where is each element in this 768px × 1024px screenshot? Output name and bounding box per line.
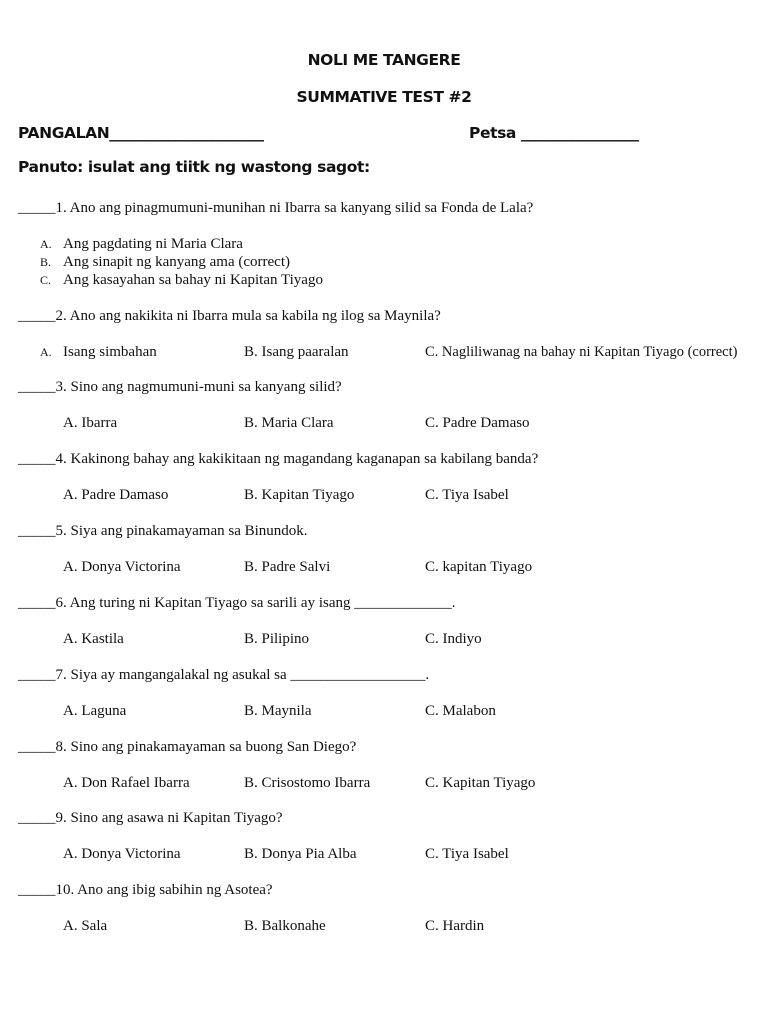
page-subtitle: SUMMATIVE TEST #2 xyxy=(296,88,472,106)
choice-10-a: A. Sala xyxy=(63,918,108,934)
choice-1-a xyxy=(40,236,52,253)
choice-8-c: C. Kapitan Tiyago xyxy=(425,775,536,791)
date-field: Petsa ________________ xyxy=(469,124,639,142)
choice-10-b: B. Balkonahe xyxy=(244,918,326,934)
choice-4-b: B. Kapitan Tiyago xyxy=(244,487,355,503)
choice-1-c-text: Ang kasayahan sa bahay ni Kapitan Tiyago xyxy=(63,272,323,288)
choice-8-b: B. Crisostomo Ibarra xyxy=(244,775,371,791)
question-10: _____10. Ano ang ibig sabihin ng Asotea? xyxy=(18,882,273,898)
choice-1-a-text: Ang pagdating ni Maria Clara xyxy=(63,236,243,252)
choice-9-c: C. Tiya Isabel xyxy=(425,846,509,862)
choice-4-a: A. Padre Damaso xyxy=(63,487,169,503)
choice-9-b: B. Donya Pia Alba xyxy=(244,846,357,862)
question-8: _____8. Sino ang pinakamayaman sa buong San Diego? xyxy=(18,739,357,755)
choice-7-c: C. Malabon xyxy=(425,703,496,719)
choice-6-c: C. Indiyo xyxy=(425,631,482,647)
question-1: _____1. Ano ang pinagmumuni-munihan ni Ibarra sa kanyang silid sa Fonda de Lala? xyxy=(18,200,534,216)
page-title: NOLI ME TANGERE xyxy=(307,51,461,69)
choice-8-a: A. Don Rafael Ibarra xyxy=(63,775,190,791)
choice-3-b: B. Maria Clara xyxy=(244,415,334,431)
choice-6-a: A. Kastila xyxy=(63,631,124,647)
choice-letter: A. xyxy=(40,237,52,251)
question-5: _____5. Siya ang pinakamayaman sa Binundok. xyxy=(18,523,308,539)
choice-2-c: C. Nagliliwanag na bahay ni Kapitan Tiyago (correct) xyxy=(425,344,738,360)
choice-2-b: B. Isang paaralan xyxy=(244,344,349,360)
choice-5-c: C. kapitan Tiyago xyxy=(425,559,533,575)
question-4: _____4. Kakinong bahay ang kakikitaan ng magandang kaganapan sa kabilang banda? xyxy=(18,451,539,467)
choice-1-b-text: Ang sinapit ng kanyang ama (correct) xyxy=(63,254,290,270)
choice-letter: B. xyxy=(40,255,52,269)
question-3: _____3. Sino ang nagmumuni-muni sa kanyang silid? xyxy=(18,379,342,395)
choice-2-a-text: Isang simbahan xyxy=(63,344,157,360)
choice-4-c: C. Tiya Isabel xyxy=(425,487,509,503)
question-9: _____9. Sino ang asawa ni Kapitan Tiyago? xyxy=(18,810,283,826)
choice-1-c xyxy=(40,272,51,289)
question-7: _____7. Siya ay mangangalakal ng asukal sa __________________. xyxy=(18,667,430,683)
question-6: _____6. Ang turing ni Kapitan Tiyago sa sarili ay isang _____________. xyxy=(18,595,456,611)
question-2: _____2. Ano ang nakikita ni Ibarra mula sa kabila ng ilog sa Maynila? xyxy=(18,308,441,324)
choice-7-a: A. Laguna xyxy=(63,703,127,719)
choice-letter: C. xyxy=(40,273,52,287)
choice-5-b: B. Padre Salvi xyxy=(244,559,331,575)
choice-9-a: A. Donya Victorina xyxy=(63,846,181,862)
name-field: PANGALAN_____________________ xyxy=(18,124,264,142)
choice-3-a: A. Ibarra xyxy=(63,415,118,431)
choice-1-b xyxy=(40,254,51,271)
choice-2-a xyxy=(40,344,52,361)
choice-5-a: A. Donya Victorina xyxy=(63,559,181,575)
choice-letter: A. xyxy=(40,345,52,359)
instructions: Panuto: isulat ang tiitk ng wastong sagot: xyxy=(18,158,370,176)
choice-10-c: C. Hardin xyxy=(425,918,485,934)
choice-6-b: B. Pilipino xyxy=(244,631,310,647)
choice-3-c: C. Padre Damaso xyxy=(425,415,530,431)
choice-7-b: B. Maynila xyxy=(244,703,312,719)
